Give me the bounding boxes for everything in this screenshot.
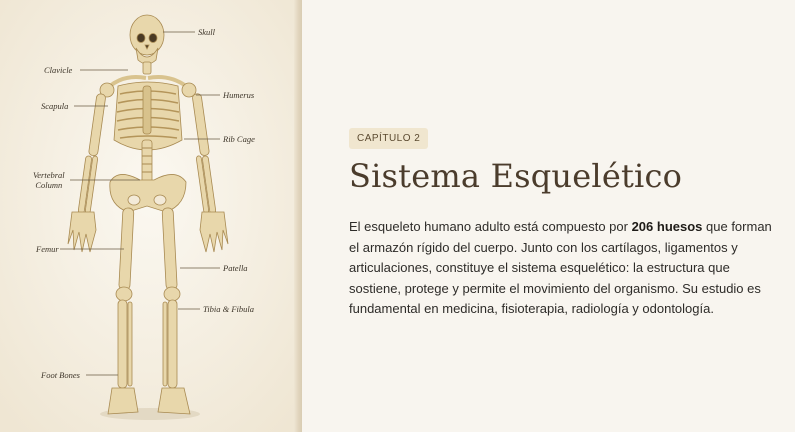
label-rib-cage: Rib Cage xyxy=(223,134,255,144)
label-skull: Skull xyxy=(198,27,215,37)
label-vertebral-column: Vertebral Column xyxy=(33,170,65,190)
body-text-bold: 206 huesos xyxy=(631,219,703,234)
body-text-start: El esqueleto humano adulto está compuesto por xyxy=(349,219,632,234)
body-text-end: que forman el armazón rígido del cuerpo. Junto con los cartílagos, ligamentos y articulaciones, constituye el sistema esquelético: la estructura que sostiene, protege y permite el movimiento del organismo. Su estudio es fundamental en medicina, fisioterapia, radiología y odontología. xyxy=(349,219,772,316)
label-humerus: Humerus xyxy=(223,90,255,100)
label-scapula: Scapula xyxy=(41,101,69,111)
label-tibia-fibula: Tibia & Fibula xyxy=(203,304,255,314)
page-edge xyxy=(294,0,302,432)
chapter-content xyxy=(349,128,785,333)
chapter-badge: CAPÍTULO 2 xyxy=(349,128,428,149)
body-paragraph xyxy=(349,217,785,320)
label-clavicle: Clavicle xyxy=(44,65,73,75)
skeleton-figure-panel xyxy=(0,0,302,432)
label-femur: Femur xyxy=(36,244,59,254)
page-title: Sistema Esquelético xyxy=(349,157,683,195)
label-patella: Patella xyxy=(223,263,248,273)
label-foot-bones: Foot Bones xyxy=(41,370,80,380)
